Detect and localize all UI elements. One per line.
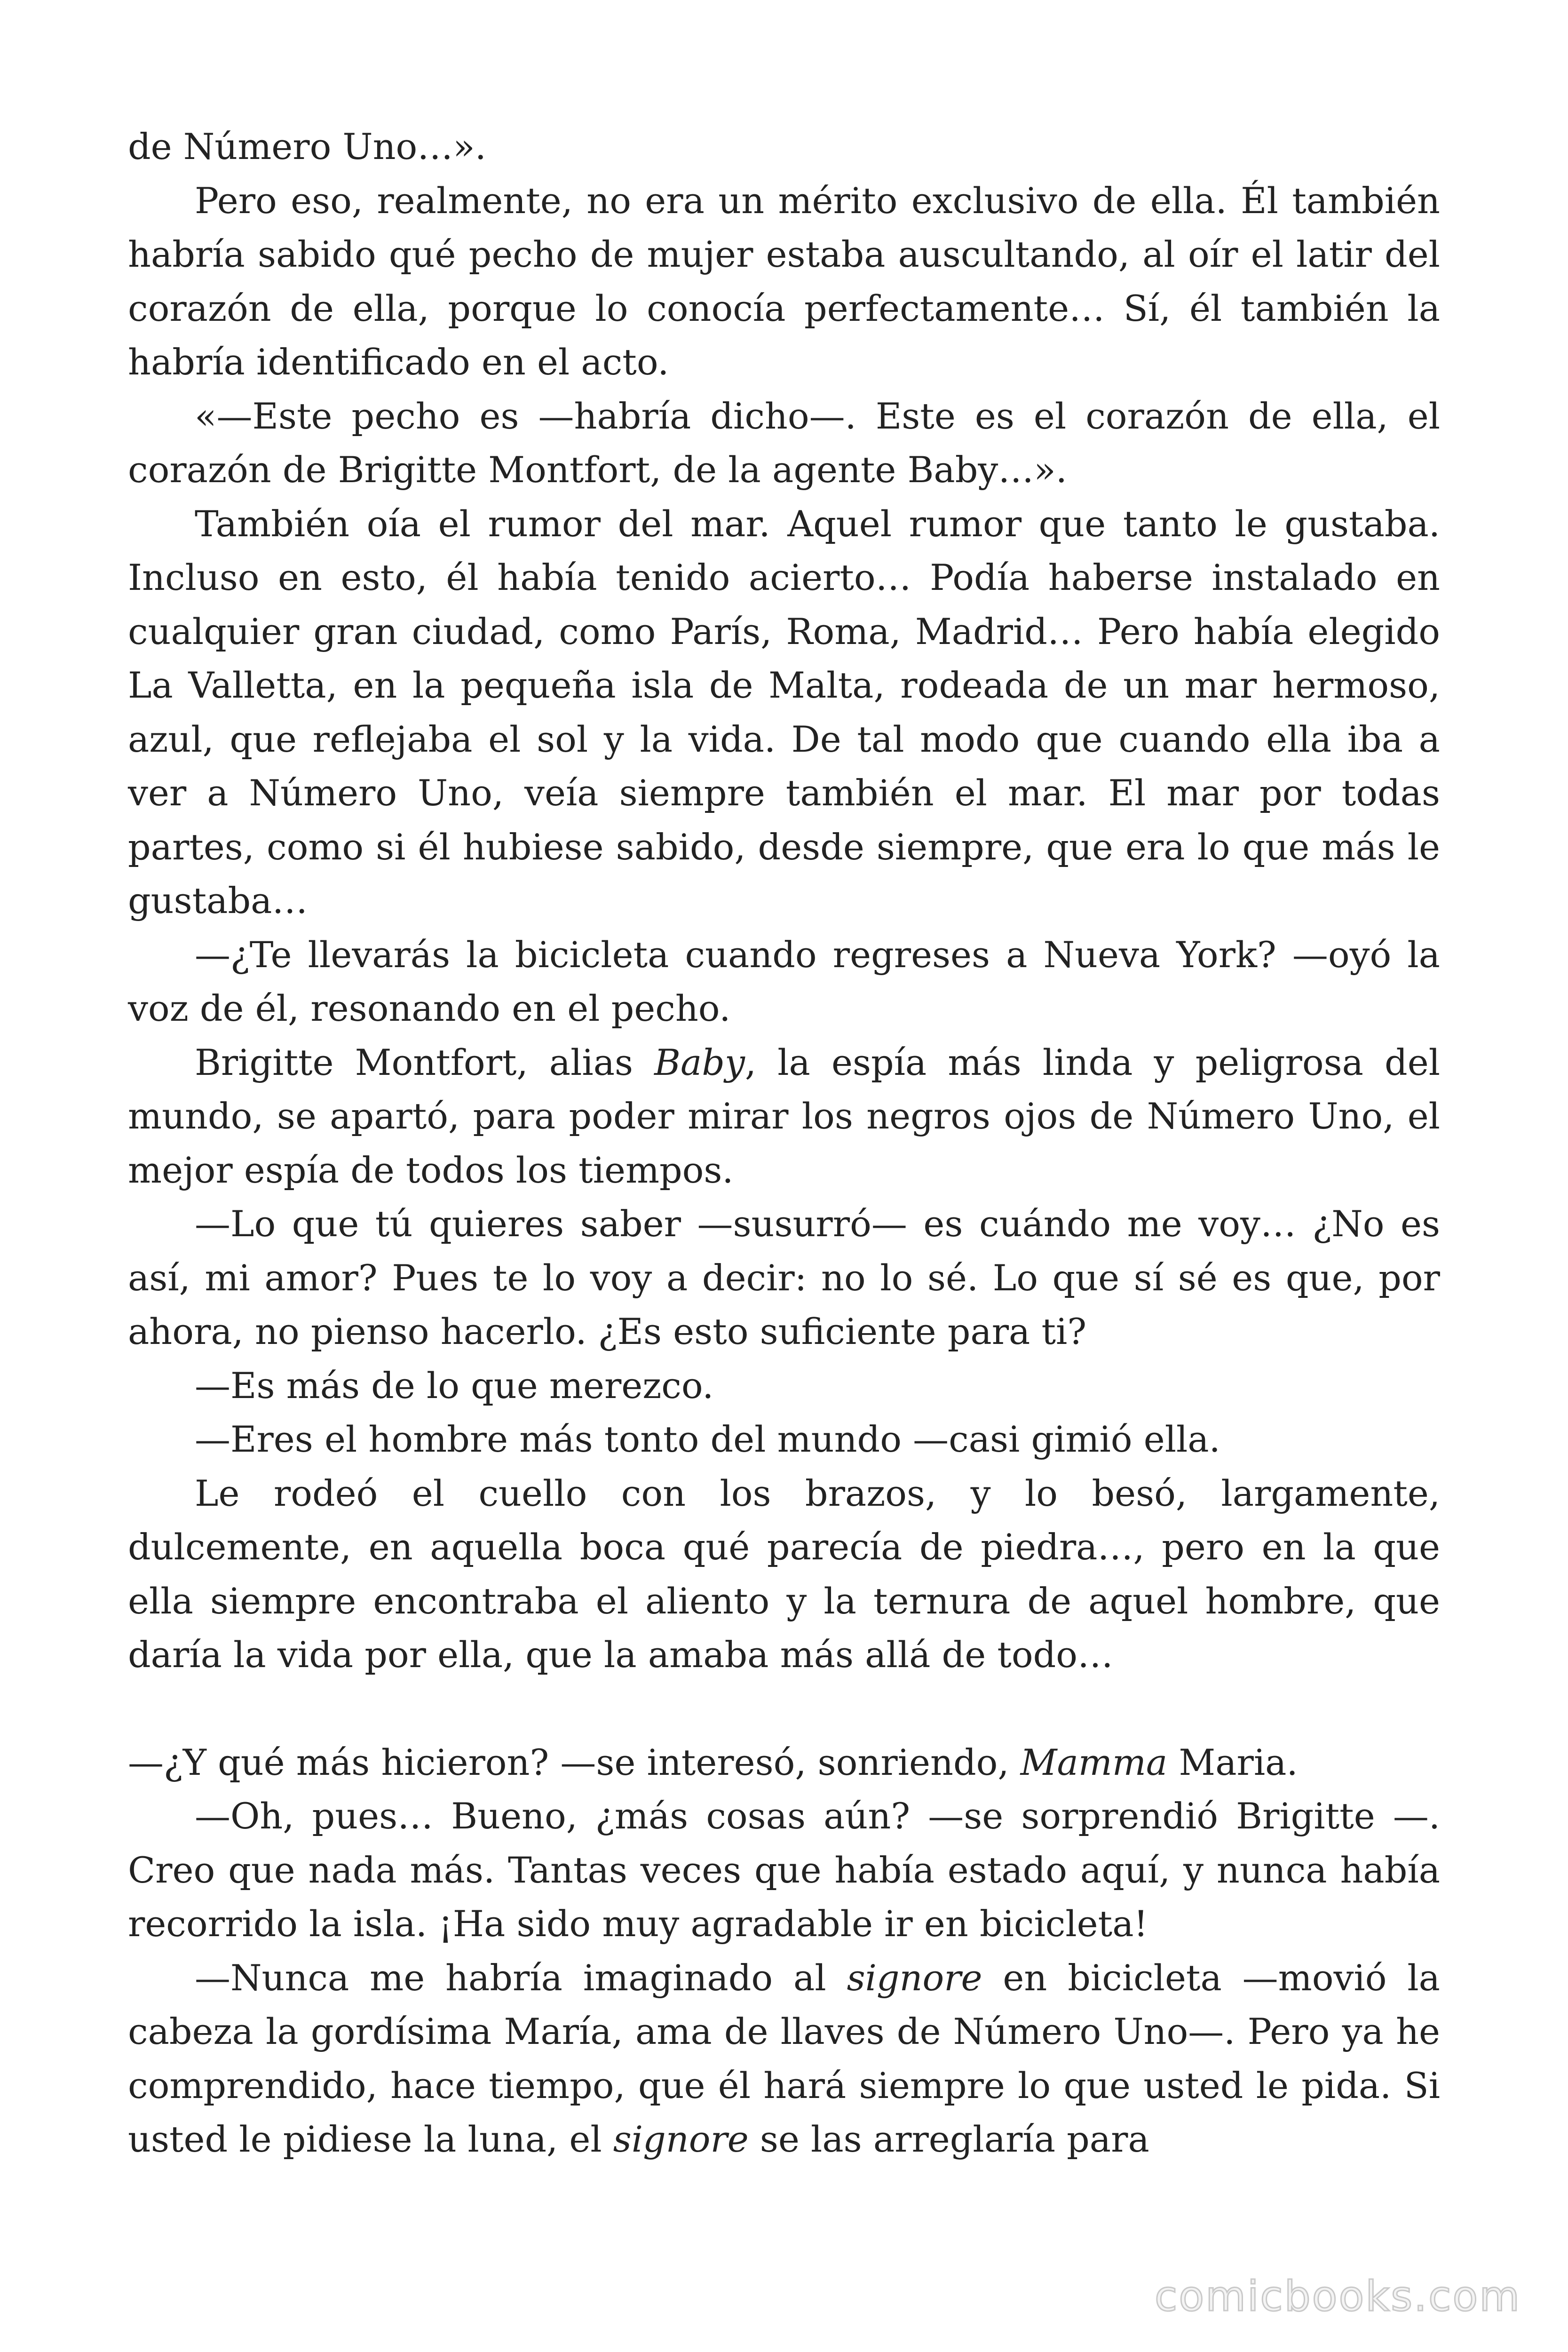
- italic-text: Mamma: [1020, 1741, 1168, 1783]
- text-run: —Nunca me habría imaginado al: [195, 1956, 847, 1999]
- italic-text: signore: [613, 2118, 749, 2160]
- dialogue-paragraph: [128, 1951, 1440, 2167]
- paragraph-continuation: de Número Uno…».: [128, 126, 486, 167]
- paragraph: También oía el rumor del mar. Aquel rumor que tanto le gustaba. Incluso en esto, él había tenido acierto… Podía haberse instalado en cualquier gran ciudad, como París, Roma, Madrid… Pero había elegido La Valletta, en la pequeña isla de Malta, rodeada de un mar hermoso, azul, que reflejaba el sol y la vida. De tal modo que cuando ella iba a ver a Número Uno, veía siempre también el mar. El mar por todas partes, como si él hubiese sabido, desde siempre, que era lo que más le gustaba…: [128, 502, 1440, 922]
- dialogue-paragraph: —¿Te llevarás la bicicleta cuando regreses a Nueva York? —oyó la voz de él, resonando en el pecho.: [128, 933, 1440, 1029]
- text-run: —¿Y qué más hicieron? —se interesó, sonriendo,: [128, 1741, 1021, 1783]
- scene-break: [128, 1682, 1440, 1736]
- paragraph: [128, 1036, 1440, 1198]
- dialogue-paragraph: —Eres el hombre más tonto del mundo —casi gimió ella.: [195, 1418, 1220, 1460]
- text-run: , la espía más linda y peligrosa del mundo, se apartó, para poder mirar los negros ojos de Número Uno, el mejor espía de todos los tiempos.: [128, 1041, 1440, 1191]
- paragraph: Pero eso, realmente, no era un mérito exclusivo de ella. Él también habría sabido qué pecho de mujer estaba auscultando, al oír el latir del corazón de ella, porque lo conocía perfectamente… Sí, él también la habría identificado en el acto.: [128, 179, 1440, 383]
- paragraph: «—Este pecho es —habría dicho—. Este es el corazón de ella, el corazón de Brigitte Montfort, de la agente Baby…».: [128, 395, 1440, 491]
- italic-text: Baby: [654, 1041, 745, 1083]
- dialogue-paragraph: —Oh, pues… Bueno, ¿más cosas aún? —se sorprendió Brigitte —. Creo que nada más. Tantas veces que había estado aquí, y nunca había recorrido la isla. ¡Ha sido muy agradable ir en bicicleta!: [128, 1795, 1440, 1945]
- text-run: en bicicleta —movió la cabeza la gordísima María, ama de llaves de Número Uno—. Pero ya he comprendido, hace tiempo, que él hará siempre lo que usted le pida. Si usted le pidiese la luna, el: [128, 1956, 1440, 2160]
- dialogue-paragraph: —Lo que tú quieres saber —susurró— es cuándo me voy… ¿No es así, mi amor? Pues te lo voy a decir: no lo sé. Lo que sí sé es que, por ahora, no pienso hacerlo. ¿Es esto suficiente para ti?: [128, 1203, 1440, 1352]
- text-run: Brigitte Montfort, alias: [195, 1041, 655, 1083]
- watermark-logo: comicbooks.com: [1155, 2272, 1521, 2320]
- paragraph: Le rodeó el cuello con los brazos, y lo besó, largamente, dulcemente, en aquella boca qué parecía de piedra…, pero en la que ella siempre encontraba el aliento y la ternura de aquel hombre, que daría la vida por ella, que la amaba más allá de todo…: [128, 1472, 1440, 1676]
- dialogue-paragraph: [128, 1736, 1440, 1790]
- dialogue-paragraph: —Es más de lo que merezco.: [195, 1364, 714, 1406]
- text-run: Maria.: [1167, 1741, 1298, 1783]
- italic-text: signore: [847, 1956, 982, 1999]
- text-run: se las arreglaría para: [748, 2118, 1149, 2160]
- book-page-text: [128, 120, 1440, 2167]
